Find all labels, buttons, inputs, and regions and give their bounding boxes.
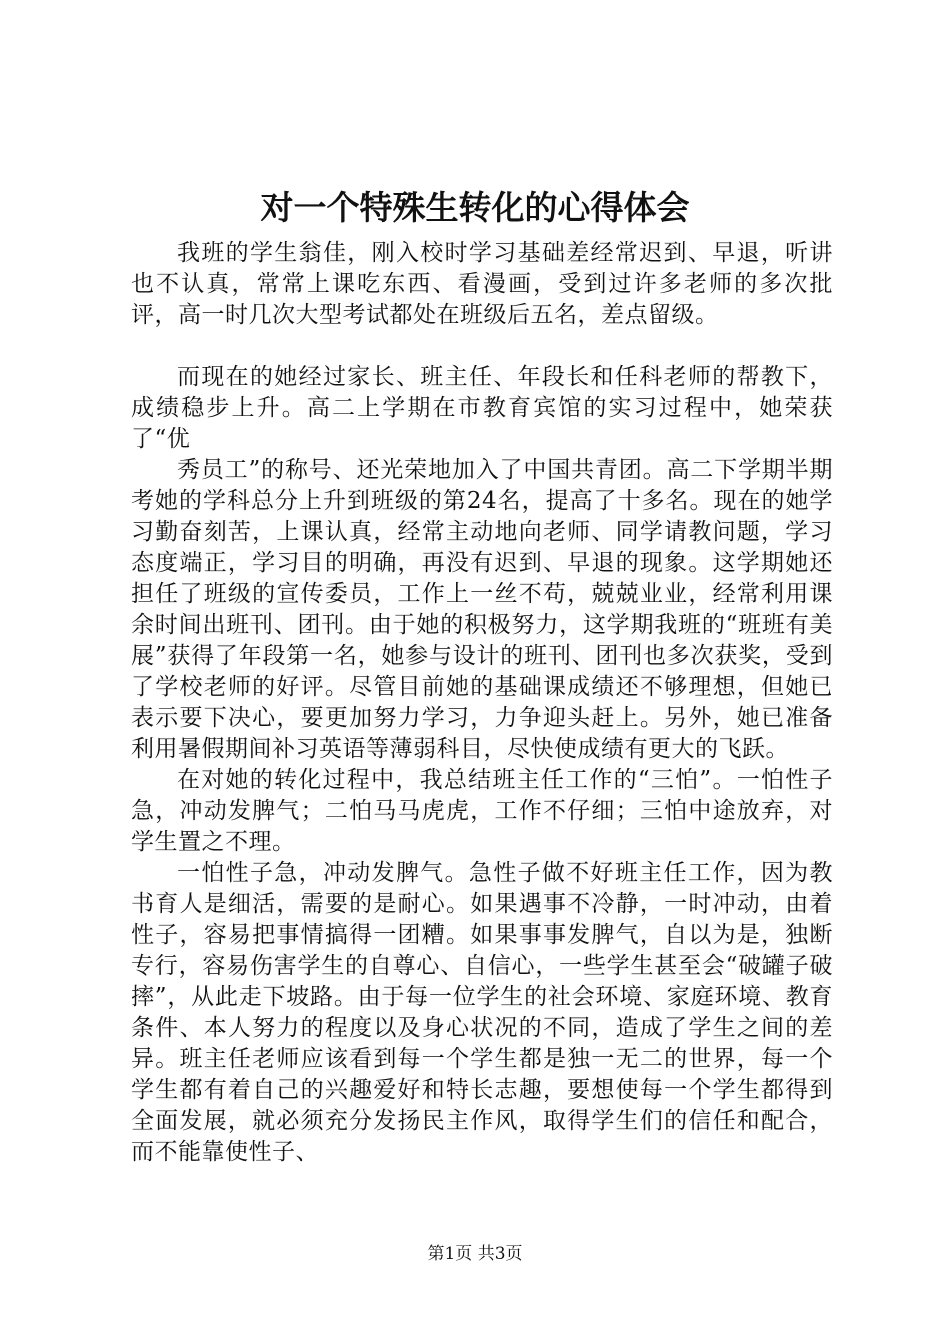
paragraph-4: 在对她的转化过程中，我总结班主任工作的“三怕”。一怕性子急，冲动发脾气；二怕马马虎虎，工作不仔细；三怕中途放弃，对学生置之不理。 [131,767,833,855]
paragraph-3: 秀员工”的称号、还光荣地加入了中国共青团。高二下学期半期考她的学科总分上升到班级的第24名，提高了十多名。现在的她学习勤奋刻苦，上课认真，经常主动地向老师、同学请教问题，学习态度端正，学习目的明确，再没有迟到、早退的现象。这学期她还担任了班级的宣传委员，工作上一丝不苟，兢兢业业，经常利用课余时间出班刊、团刊。由于她的积极努力，这学期我班的“班班有美展”获得了年段第一名，她参与设计的班刊、团刊也多次获奖，受到了学校老师的好评。尽管目前她的基础课成绩还不够理想，但她已表示要下决心，要更加努力学习，力争迎头赶上。另外，她已准备利用暑假期间补习英语等薄弱科目，尽快使成绩有更大的飞跃。 [131,457,833,762]
paragraph-5: 一怕性子急，冲动发脾气。急性子做不好班主任工作，因为教书育人是细活，需要的是耐心。如果遇事不冷静，一时冲动，由着性子，容易把事情搞得一团糟。如果事事发脾气，自以为是，独断专行，容易伤害学生的自尊心、自信心，一些学生甚至会“破罐子破摔”，从此走下坡路。由于每一位学生的社会环境、家庭环境、教育条件、本人努力的程度以及身心状况的不同，造成了学生之间的差异。班主任老师应该看到每一个学生都是独一无二的世界，每一个学生都有着自己的兴趣爱好和特长志趣，要想使每一个学生都得到全面发展，就必须充分发扬民主作风，取得学生们的信任和配合，而不能靠使性子、 [131,860,833,1165]
paragraph-2: 而现在的她经过家长、班主任、年段长和任科老师的帮教下，成绩稳步上升。高二上学期在市教育宾馆的实习过程中，她荣获了“优 [131,364,833,452]
document-body [131,238,833,1168]
paragraph-1: 我班的学生翁佳，刚入校时学习基础差经常迟到、早退，听讲也不认真，常常上课吃东西、看漫画，受到过许多老师的多次批评，高一时几次大型考试都处在班级后五名，差点留级。 [131,240,833,328]
document-title: 对一个特殊生转化的心得体会 [260,188,690,227]
page-number-footer: 第1页 共3页 [427,1244,523,1264]
